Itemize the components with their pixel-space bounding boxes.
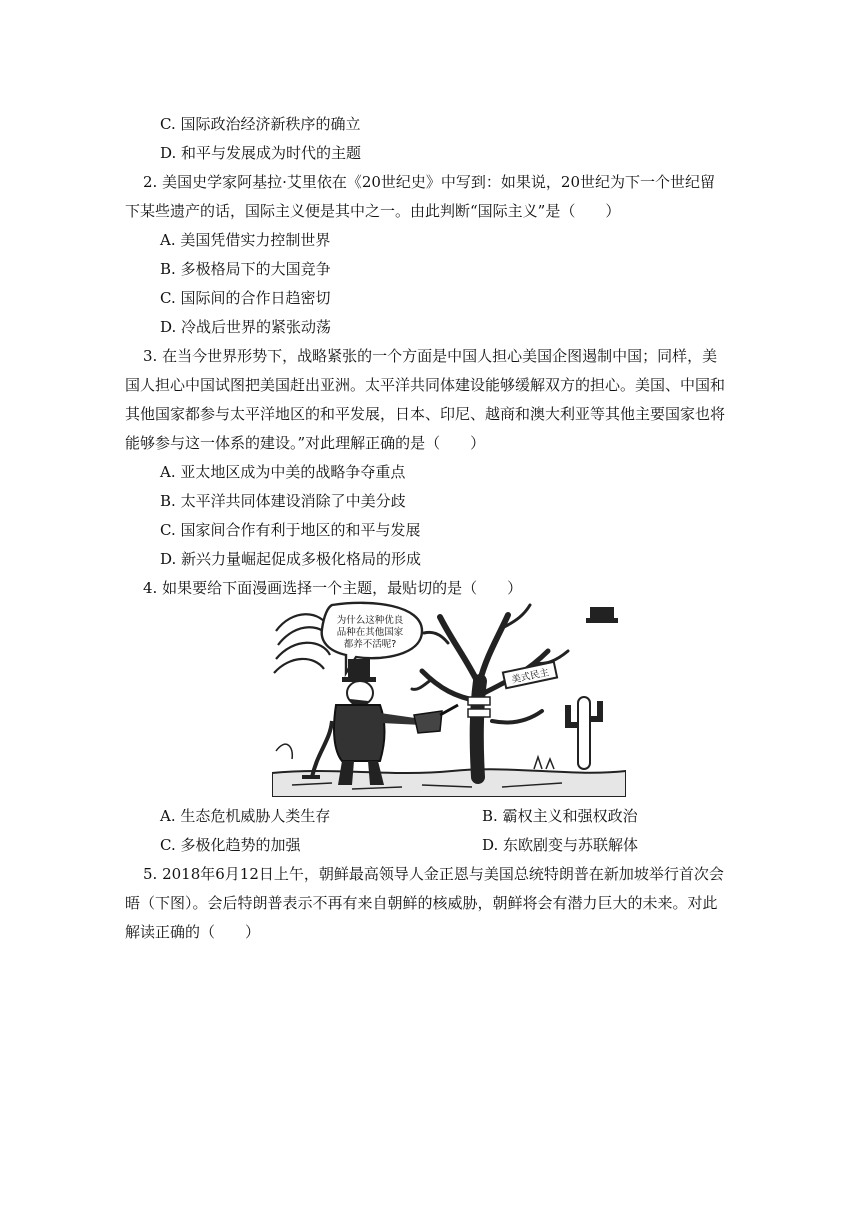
q2-stem-line-2: 下某些遗产的话，国际主义便是其中之一。由此判断“国际主义”是（ ） [125,202,621,220]
q3-option-d: D. 新兴力量崛起促成多极化格局的形成 [160,550,422,568]
q3-option-a: A. 亚太地区成为中美的战略争夺重点 [160,463,406,481]
speech-line-3: 都养不活呢? [343,639,397,650]
q4-stem: 4. 如果要给下面漫画选择一个主题，最贴切的是（ ） [143,579,523,597]
speech-bubble [322,603,422,673]
q3-option-b: B. 太平洋共同体建设消除了中美分歧 [160,492,406,510]
q1-option-d: D. 和平与发展成为时代的主题 [160,144,362,162]
sun-decoration [586,607,618,623]
cactus [568,697,600,769]
q2-stem-line-1: 2. 美国史学家阿基拉·艾里依在《20世纪史》中写到：如果说，20世纪为下一个世纪留 [143,173,716,191]
speech-line-1: 为什么这种优良 [336,615,404,626]
cartoon-illustration [272,601,626,797]
q5-stem-line-1: 5. 2018年6月12日上午，朝鲜最高领导人金正恩与美国总统特朗普在新加坡举行首次会 [143,865,724,883]
q4-option-a: A. 生态危机威胁人类生存 [160,807,331,825]
q4-option-c: C. 多极化趋势的加强 [160,836,301,854]
q2-option-b: B. 多极格局下的大国竞争 [160,260,331,278]
q1-option-c: C. 国际政治经济新秩序的确立 [160,115,361,133]
q2-option-d: D. 冷战后世界的紧张动荡 [160,318,332,336]
q3-stem-line-2: 国人担心中国试图把美国赶出亚洲。太平洋共同体建设能够缓解双方的担心。美国、中国和 [125,376,726,394]
tree-sign-text: 美式民主 [510,667,551,686]
q3-option-c: C. 国家间合作有利于地区的和平与发展 [160,521,421,539]
q2-option-c: C. 国际间的合作日趋密切 [160,289,331,307]
speech-line-2: 品种在其他国家 [336,627,404,638]
q3-stem-line-1: 3. 在当今世界形势下，战略紧张的一个方面是中国人担心美国企图遏制中国；同样，美 [143,347,718,365]
uncle-sam-figure [302,659,422,785]
q2-option-a: A. 美国凭借实力控制世界 [160,231,331,249]
q3-stem-line-4: 能够参与这一体系的建设。”对此理解正确的是（ ） [125,434,486,452]
withered-tree [412,605,568,777]
q5-stem-line-2: 晤（下图）。会后特朗普表示不再有来自朝鲜的核威胁，朝鲜将会有潜力巨大的未来。对此 [125,894,718,912]
q4-option-d: D. 东欧剧变与苏联解体 [482,836,639,854]
q5-stem-line-3: 解读正确的（ ） [125,923,261,941]
watering-can [414,705,458,733]
q3-stem-line-3: 其他国家都参与太平洋地区的和平发展，日本、印尼、越商和澳大利亚等其他主要国家也将 [125,405,726,423]
q4-option-b: B. 霸权主义和强权政治 [482,807,638,825]
